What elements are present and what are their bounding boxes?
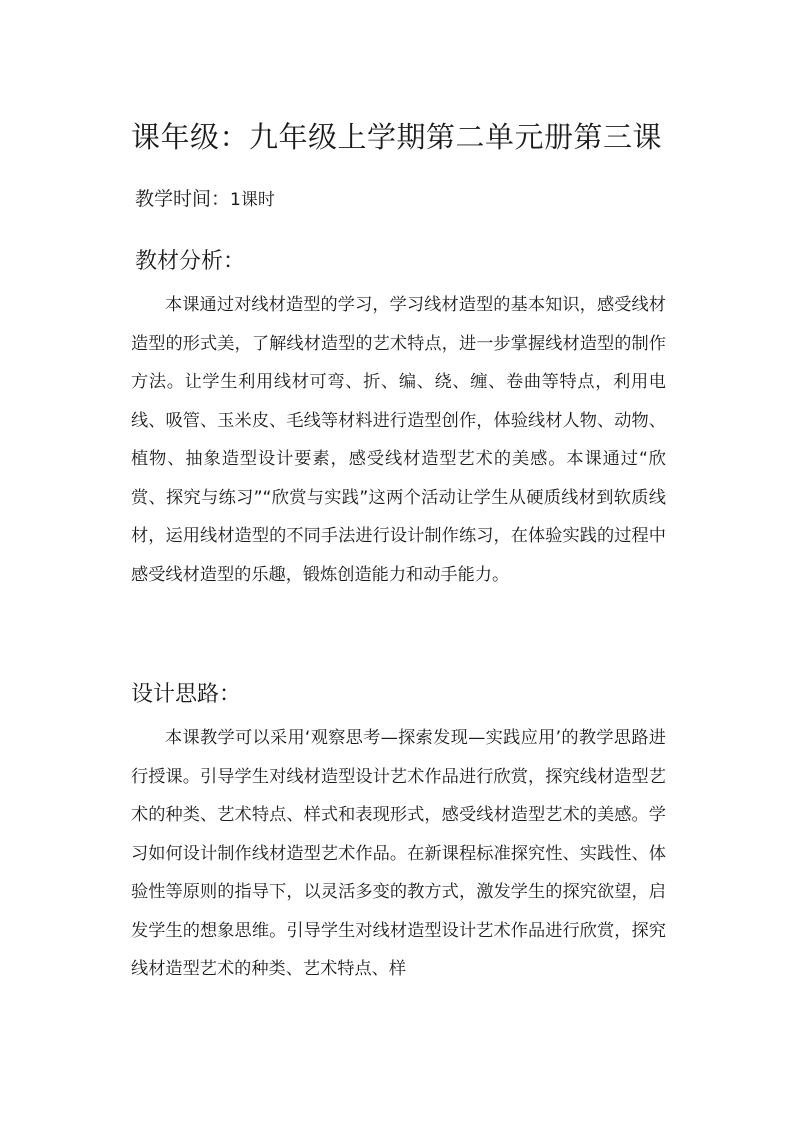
teaching-time-label: 教学时间：: [135, 188, 231, 210]
section-body-design-idea: 本课教学可以采用‘观察思考—探索发现—实践应用’的教学思路进行授课。引导学生对线材造型设计艺术作品进行欣赏，探究线材造型艺术的种类、艺术特点、样式和表现形式，感受线材造型艺术的美感。学习如何设计制作线材造型艺术作品。在新课程标准探究性、实践性、体验性等原则的指导下，以灵活多变的教方式，激发学生的探究欲望，启发学生的想象思维。引导学生对线材造型设计艺术作品进行欣赏，探究线材造型艺术的种类、艺术特点、样: [131, 728, 666, 979]
document-title: 课年级：九年级上学期第二单元册第三课: [131, 120, 663, 154]
section-heading-material-analysis: 教材分析：: [135, 249, 246, 274]
teaching-time: [135, 184, 275, 215]
section-heading-design-idea: 设计思路：: [131, 682, 242, 707]
section-body-material-analysis: 本课通过对线材造型的学习，学习线材造型的基本知识，感受线材造型的形式美，了解线材造型的艺术特点，进一步掌握线材造型的制作方法。让学生利用线材可弯、折、编、绕、缠、卷曲等特点，利用电线、吸管、玉米皮、毛线等材料进行造型创作，体验线材人物、动物、植物、抽象造型设计要素，感受线材造型艺术的美感。本课通过“欣赏、探究与练习”“欣赏与实践”这两个活动让学生从硬质线材到软质线材，运用线材造型的不同手法进行设计制作练习，在体验实践的过程中感受线材造型的乐趣，锻炼创造能力和动手能力。: [131, 295, 666, 585]
teaching-time-value: 1课时: [230, 190, 275, 210]
